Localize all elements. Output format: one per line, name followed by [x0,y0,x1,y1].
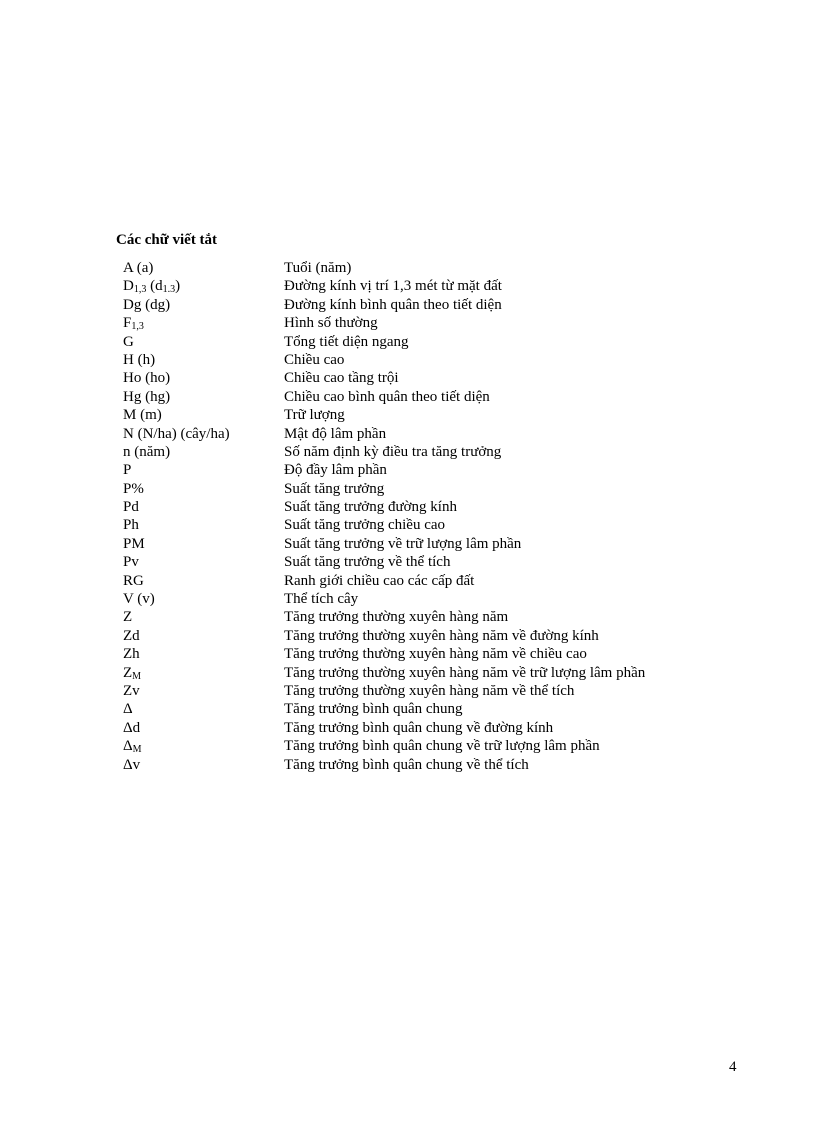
abbreviation-row [123,535,723,553]
abbreviation-row [123,700,723,718]
abbreviation-term: n (năm) [123,443,171,460]
abbreviation-row [123,296,723,314]
abbreviation-term: G [123,333,134,350]
abbreviation-row [123,498,723,516]
abbreviation-definition: Tăng trưởng thường xuyên hàng năm về trữ lượng lâm phần [284,664,646,681]
abbreviation-definition: Tăng trưởng bình quân chung về trữ lượng lâm phần [284,738,600,755]
abbreviation-row [123,480,723,498]
abbreviation-row [123,719,723,737]
abbreviation-term: M (m) [123,407,162,424]
abbreviation-term: Ph [123,517,139,534]
abbreviation-term: Zv [123,682,140,699]
abbreviation-term: $\Delta_M$ [123,738,142,756]
abbreviation-row [123,553,723,571]
abbreviation-definition: Suất tăng trưởng [284,480,385,497]
abbreviation-row [123,627,723,645]
abbreviation-term: Δd [123,719,141,736]
abbreviation-term: Dg (dg) [123,296,171,313]
abbreviation-row [123,277,723,295]
abbreviation-definition: Đường kính vị trí 1,3 mét từ mặt đất [284,278,502,295]
abbreviation-definition: Mật độ lâm phần [284,425,387,442]
abbreviation-definition: Số năm định kỳ điều tra tăng trưởng [284,443,502,460]
abbreviation-definition: Chiều cao tầng trội [284,370,399,387]
abbreviation-definition: Tuổi (năm) [284,260,352,276]
page-number: 4 [729,1059,737,1075]
abbreviation-term: P% [123,480,144,497]
abbreviation-definition: Tăng trưởng bình quân chung về thể tích [284,756,529,773]
abbreviation-row [123,608,723,626]
abbreviation-definition: Chiều cao bình quân theo tiết diện [284,388,490,405]
abbreviation-row [123,351,723,369]
abbreviation-term: RG [123,572,144,589]
abbreviation-definition: Tăng trưởng thường xuyên hàng năm về đường kính [284,627,599,644]
abbreviation-definition: Tăng trưởng thường xuyên hàng năm về thể tích [284,682,575,699]
abbreviation-row [123,369,723,387]
abbreviation-row [123,516,723,534]
abbreviation-definition: Tổng tiết diện ngang [284,333,409,350]
abbreviation-row [123,314,723,332]
abbreviation-row [123,443,723,461]
abbreviation-definition: Ranh giới chiều cao các cấp đất [284,572,475,589]
abbreviation-row [123,682,723,700]
abbreviation-row [123,590,723,608]
abbreviation-term: Zh [123,646,140,663]
abbreviation-definition: Suất tăng trưởng về thể tích [284,554,451,571]
abbreviation-term: Δ [123,701,133,718]
abbreviation-list [123,259,723,774]
abbreviation-definition: Suất tăng trưởng đường kính [284,499,457,516]
abbreviation-term: Hg (hg) [123,388,171,405]
abbreviation-term: Zd [123,627,140,644]
abbreviation-row [123,645,723,663]
abbreviation-definition: Suất tăng trưởng chiều cao [284,517,446,534]
abbreviation-row [123,664,723,682]
abbreviation-term: Pd [123,499,139,516]
abbreviation-row [123,737,723,755]
abbreviation-definition: Tăng trưởng thường xuyên hàng năm [284,609,509,626]
abbreviation-term: H (h) [123,351,156,368]
abbreviation-term: $Z_M$ [123,664,142,682]
abbreviation-definition: Độ đầy lâm phần [284,462,387,479]
abbreviation-term: N (N/ha) (cây/ha) [123,425,230,442]
page-title: Các chữ viết tắt [116,232,218,248]
abbreviation-row [123,756,723,774]
abbreviation-row [123,572,723,590]
abbreviation-term: $F_{1,3}$ [123,315,144,333]
abbreviation-term: Z [123,609,133,626]
abbreviation-row [123,425,723,443]
abbreviation-term: V (v) [123,591,155,608]
abbreviation-definition: Hình số thường [284,315,378,332]
abbreviation-row [123,388,723,406]
abbreviation-definition: Chiều cao [284,351,345,368]
abbreviation-term: Ho (ho) [123,370,171,387]
abbreviation-term: P [123,462,132,479]
abbreviation-term: Δv [123,756,141,773]
abbreviation-row [123,461,723,479]
abbreviation-definition: Đường kính bình quân theo tiết diện [284,296,502,313]
abbreviation-definition: Suất tăng trưởng về trữ lượng lâm phần [284,535,522,552]
abbreviation-term: Pv [123,554,139,571]
abbreviation-row [123,259,723,277]
abbreviation-row [123,333,723,351]
abbreviation-row [123,406,723,424]
abbreviation-term: A (a) [123,260,154,276]
abbreviation-definition: Tăng trưởng bình quân chung [284,701,463,718]
abbreviation-term: PM [123,535,145,552]
abbreviation-definition: Tăng trưởng thường xuyên hàng năm về chiều cao [284,646,587,663]
abbreviation-definition: Tăng trưởng bình quân chung về đường kính [284,719,554,736]
abbreviation-definition: Trữ lượng [284,407,345,424]
abbreviation-term: $D_{1,3}$ $(d_{1.3})$ [123,278,181,296]
abbreviation-definition: Thể tích cây [284,591,359,608]
